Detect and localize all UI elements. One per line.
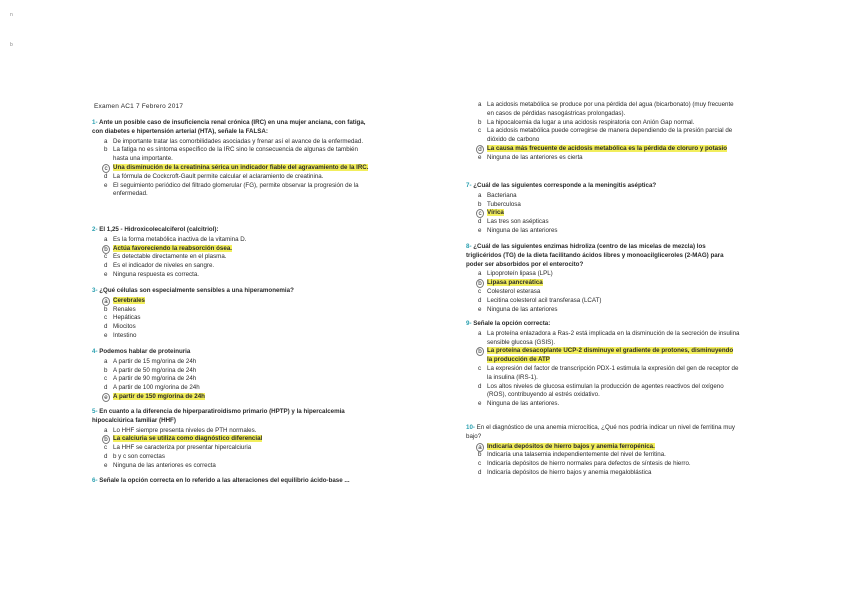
answer-option bbox=[104, 367, 374, 376]
answer-options bbox=[92, 427, 374, 471]
option-letter: b bbox=[478, 200, 482, 208]
option-text: Ninguna de las anteriores. bbox=[487, 400, 560, 408]
option-text: Las tres son asépticas bbox=[487, 218, 549, 226]
option-letter: a bbox=[104, 426, 108, 434]
question-text: ¿Cuál de las siguientes corresponde a la meningitis aséptica? bbox=[471, 182, 657, 189]
option-letter: d bbox=[478, 218, 482, 226]
option-letter: b bbox=[478, 451, 482, 459]
option-letter: c bbox=[104, 375, 108, 383]
option-text: La proteína enlazadora a Ras-2 está implicada en la disminución de la secreción de insulina sensible glucosa (GSIS). bbox=[487, 329, 740, 346]
option-text: A partir de 100 mg/orina de 24h bbox=[113, 384, 200, 392]
question-text: El 1,25 - Hidroxicolecalciferol (calcitriol): bbox=[97, 226, 219, 233]
answer-option bbox=[104, 384, 374, 393]
option-text: La acidosis metabólica se produce por una pérdida del agua (bicarbonato) (muy frecuente en casos de pérdidas nasogástricas prolongadas). bbox=[487, 101, 734, 117]
answer-option bbox=[478, 288, 740, 297]
option-letter: c bbox=[104, 253, 108, 261]
answer-option bbox=[104, 236, 374, 245]
option-text: La hipocalcemia da lugar a una acidosis respiratoria con Anión Gap normal. bbox=[487, 118, 695, 126]
option-letter: d bbox=[476, 145, 484, 154]
option-text: Ninguna de las anteriores es correcta bbox=[113, 461, 216, 469]
option-letter: c bbox=[104, 444, 108, 452]
answer-option bbox=[104, 375, 374, 384]
answer-option bbox=[104, 164, 374, 173]
option-letter: c bbox=[102, 164, 110, 173]
question-text: ¿Qué células son especialmente sensibles a una hiperamonemia? bbox=[97, 287, 294, 294]
answer-option bbox=[104, 314, 374, 323]
option-letter: c bbox=[478, 460, 482, 468]
answer-option bbox=[478, 127, 740, 145]
option-letter: b bbox=[104, 366, 108, 374]
option-letter: c bbox=[476, 209, 484, 218]
left-question-4 bbox=[92, 348, 374, 402]
option-letter: b bbox=[104, 146, 108, 154]
answer-option bbox=[478, 330, 740, 348]
question-number: 6- bbox=[92, 477, 98, 484]
left-question-2 bbox=[92, 226, 374, 280]
question-number: 5- bbox=[92, 408, 98, 415]
option-text: Indicaría depósitos de hierro bajos y anemia ferropénica. bbox=[487, 442, 655, 450]
option-letter: b bbox=[102, 245, 110, 254]
answer-options bbox=[92, 138, 374, 200]
option-text: A partir de 15 mg/orina de 24h bbox=[113, 357, 197, 365]
option-text: Ninguna de las anteriores bbox=[487, 305, 558, 313]
answer-option bbox=[104, 245, 374, 254]
option-letter: d bbox=[104, 384, 108, 392]
option-letter: d bbox=[104, 262, 108, 270]
option-text: Ninguna respuesta es correcta. bbox=[113, 270, 199, 278]
margin-mark-top: n bbox=[10, 12, 13, 18]
question-text: Señale la opción correcta en lo referido a las alteraciones del equilibrio ácido-base ... bbox=[97, 477, 350, 484]
question-stem bbox=[92, 408, 374, 426]
answer-option bbox=[478, 119, 740, 128]
answer-option bbox=[104, 358, 374, 367]
right-question-3 bbox=[466, 243, 740, 314]
answer-option bbox=[104, 332, 374, 341]
option-text: La acidosis metabólica puede corregirse de manera dependiendo de la presión parcial de dióxido de carbono bbox=[487, 127, 733, 144]
question-stem bbox=[466, 182, 740, 191]
answer-options bbox=[466, 101, 740, 163]
right-question-2 bbox=[466, 182, 740, 236]
option-letter: d bbox=[478, 382, 482, 390]
left-question-6 bbox=[92, 477, 374, 486]
answer-option bbox=[478, 218, 740, 227]
option-letter: a bbox=[102, 297, 110, 306]
option-text: La fatiga no es síntoma específico de la IRC sino le consecuencia de algunas de también hasta una importante. bbox=[113, 146, 358, 163]
option-text: A partir de 90 mg/orina de 24h bbox=[113, 375, 197, 383]
question-text: En cuanto a la diferencia de hiperparatiroidismo primario (HPTP) y la hipercalcemia hipocalciúrica familiar (HHF) bbox=[92, 408, 345, 424]
option-text: b y c son correctas bbox=[113, 452, 165, 460]
option-letter: e bbox=[104, 331, 108, 339]
answer-option bbox=[478, 101, 740, 119]
question-stem bbox=[92, 348, 374, 357]
option-text: Actúa favoreciendo la reabsorción ósea. bbox=[113, 244, 232, 252]
question-stem bbox=[466, 424, 740, 442]
right-question-1 bbox=[466, 100, 740, 163]
option-text: Lipasa pancreática bbox=[487, 279, 543, 287]
option-text: Intestino bbox=[113, 331, 137, 339]
answer-options bbox=[92, 236, 374, 280]
option-text: Bacteriana bbox=[487, 191, 517, 199]
option-letter: d bbox=[104, 172, 108, 180]
question-number: 4- bbox=[92, 348, 98, 355]
answer-option bbox=[478, 365, 740, 383]
option-letter: d bbox=[104, 323, 108, 331]
option-letter: c bbox=[478, 127, 482, 135]
answer-option bbox=[104, 271, 374, 280]
question-stem bbox=[92, 119, 374, 137]
answer-option bbox=[478, 192, 740, 201]
answer-options bbox=[466, 270, 740, 314]
question-stem bbox=[92, 287, 374, 296]
option-letter: e bbox=[104, 181, 108, 189]
option-letter: b bbox=[102, 435, 110, 444]
answer-option bbox=[478, 347, 740, 365]
option-text: La causa más frecuente de acidosis metabólica es la pérdida de cloruro y potasio bbox=[487, 144, 728, 152]
answer-option bbox=[478, 154, 740, 163]
option-text: Renales bbox=[113, 305, 136, 313]
answer-options bbox=[466, 192, 740, 236]
option-text: El seguimiento periódico del filtrado glomerular (FG), permite observar la progresión de la enfermedad. bbox=[113, 181, 359, 198]
option-text: Ninguna de las anteriores bbox=[487, 226, 558, 234]
left-question-3 bbox=[92, 287, 374, 341]
option-letter: d bbox=[478, 468, 482, 476]
answer-option bbox=[478, 383, 740, 401]
option-text: De importante tratar las comorbilidades asociadas y frenar así el avance de la enfermedad. bbox=[113, 137, 364, 145]
option-text: La proteína desacoplante UCP-2 disminuye el gradiente de protones, disminuyendo la producción de ATP bbox=[487, 347, 734, 364]
answer-option bbox=[478, 201, 740, 210]
answer-option bbox=[478, 270, 740, 279]
option-text: Lecitina colesterol acil transferasa (LCAT) bbox=[487, 296, 602, 304]
right-question-4 bbox=[466, 320, 740, 409]
answer-option bbox=[104, 262, 374, 271]
option-letter: c bbox=[478, 287, 482, 295]
option-letter: b bbox=[478, 118, 482, 126]
answer-option bbox=[478, 279, 740, 288]
answer-option bbox=[104, 427, 374, 436]
answer-option bbox=[104, 323, 374, 332]
option-text: Cerebrales bbox=[113, 296, 145, 304]
option-letter: a bbox=[478, 191, 482, 199]
option-letter: e bbox=[478, 400, 482, 408]
question-number: 1- bbox=[92, 119, 98, 126]
exam-title: Examen AC1 7 Febrero 2017 bbox=[94, 103, 184, 110]
option-text: Lo HHF siempre presenta niveles de PTH normales. bbox=[113, 426, 257, 434]
option-text: Una disminución de la creatinina sérica un indicador fiable del agravamiento de la IRC. bbox=[113, 163, 369, 171]
answer-options bbox=[92, 297, 374, 341]
option-text: Indicaría una talasemia independientemente del nivel de ferritina. bbox=[487, 451, 666, 459]
answer-option bbox=[104, 444, 374, 453]
option-text: Colesterol esterasa bbox=[487, 287, 541, 295]
option-letter: b bbox=[104, 305, 108, 313]
option-letter: a bbox=[478, 329, 482, 337]
option-letter: e bbox=[104, 461, 108, 469]
left-question-1 bbox=[92, 119, 374, 199]
option-text: La fórmula de Cockcroft-Gault permite calcular el aclaramiento de creatinina. bbox=[113, 172, 324, 180]
answer-option bbox=[478, 297, 740, 306]
option-letter: a bbox=[478, 101, 482, 108]
question-stem bbox=[92, 226, 374, 235]
answer-option bbox=[104, 173, 374, 182]
answer-option bbox=[104, 306, 374, 315]
option-letter: c bbox=[478, 364, 482, 372]
question-number: 2- bbox=[92, 226, 98, 233]
option-letter: a bbox=[104, 357, 108, 365]
option-text: Tuberculosa bbox=[487, 200, 521, 208]
option-letter: b bbox=[476, 279, 484, 288]
option-text: Hepáticas bbox=[113, 314, 141, 322]
question-stem bbox=[92, 477, 374, 486]
margin-mark-bottom: b bbox=[10, 42, 13, 48]
answer-options bbox=[466, 443, 740, 478]
option-letter: a bbox=[104, 235, 108, 243]
option-letter: e bbox=[478, 226, 482, 234]
option-letter: a bbox=[476, 443, 484, 452]
answer-option bbox=[478, 443, 740, 452]
answer-option bbox=[104, 435, 374, 444]
left-question-5 bbox=[92, 408, 374, 471]
question-number: 7- bbox=[466, 182, 472, 189]
option-text: Es la forma metabólica inactiva de la vitamina D. bbox=[113, 235, 247, 243]
question-text: En el diagnóstico de una anemia microcítica, ¿Qué nos podría indicar un nivel de ferritina muy bajo? bbox=[466, 424, 735, 440]
option-letter: e bbox=[102, 393, 110, 402]
option-text: La HHF se caracteriza por presentar hipercalciuria bbox=[113, 444, 252, 452]
answer-options bbox=[92, 358, 374, 402]
option-letter: a bbox=[104, 137, 108, 145]
option-text: Miocitos bbox=[113, 323, 136, 331]
answer-option bbox=[104, 253, 374, 262]
answer-option bbox=[478, 227, 740, 236]
option-letter: e bbox=[478, 153, 482, 161]
answer-option bbox=[104, 393, 374, 402]
answer-option bbox=[104, 297, 374, 306]
option-letter: c bbox=[104, 314, 108, 322]
question-number: 9- bbox=[466, 320, 472, 327]
answer-option bbox=[478, 209, 740, 218]
option-letter: a bbox=[478, 270, 482, 278]
option-text: Vírica bbox=[487, 209, 504, 217]
option-text: Indicaría depósitos de hierro bajos y anemia megaloblástica bbox=[487, 468, 652, 476]
option-letter: d bbox=[104, 452, 108, 460]
answer-option bbox=[478, 400, 740, 409]
option-text: Es detectable directamente en el plasma. bbox=[113, 253, 227, 261]
option-text: La calciuria se utiliza como diagnóstico diferencial bbox=[113, 435, 263, 443]
answer-options bbox=[466, 330, 740, 409]
option-letter: b bbox=[476, 347, 484, 356]
option-letter: d bbox=[478, 296, 482, 304]
option-letter: e bbox=[478, 305, 482, 313]
question-text: Ante un posible caso de insuficiencia renal crónica (IRC) en una mujer anciana, con fatiga, con diabetes e hipertensión arterial (HTA), señale la FALSA: bbox=[92, 119, 366, 135]
question-stem bbox=[466, 243, 740, 269]
option-text: Indicaría depósitos de hierro normales para defectos de síntesis de hierro. bbox=[487, 460, 691, 468]
question-text: Podemos hablar de proteinuria bbox=[97, 348, 191, 355]
question-text: Señale la opción correcta: bbox=[471, 320, 551, 327]
question-text: ¿Cuál de las siguientes enzimas hidroliza (centro de las micelas de mezcla) los triglicéridos (TG) de la dieta facilitando ácidos libres y monoacilgliceroles (2-MAG) para poder ser absorbidos por el enterocito? bbox=[466, 243, 724, 268]
answer-option bbox=[104, 453, 374, 462]
option-text: Lipoproteín lipasa (LPL) bbox=[487, 270, 553, 278]
answer-option bbox=[478, 451, 740, 460]
answer-option bbox=[478, 306, 740, 315]
option-text: La expresión del factor de transcripción PDX-1 estimula la expresión del gen de receptor de la insulina (IRS-1). bbox=[487, 364, 739, 381]
right-question-5 bbox=[466, 424, 740, 478]
answer-option bbox=[104, 182, 374, 200]
question-number: 8- bbox=[466, 243, 472, 250]
answer-option bbox=[104, 462, 374, 471]
answer-option bbox=[104, 146, 374, 164]
question-number: 10- bbox=[466, 424, 475, 431]
option-text: Es el indicador de niveles en sangre. bbox=[113, 262, 215, 270]
answer-option bbox=[478, 145, 740, 154]
option-text: Ninguna de las anteriores es cierta bbox=[487, 153, 583, 161]
answer-option bbox=[104, 138, 374, 147]
question-stem bbox=[466, 320, 740, 329]
option-text: A partir de 50 mg/orina de 24h bbox=[113, 366, 197, 374]
option-letter: e bbox=[104, 270, 108, 278]
option-text: Los altos niveles de glucosa estimulan la producción de agentes reactivos del oxígeno (ROS), contribuyendo al estrés oxidativo. bbox=[487, 382, 724, 399]
question-number: 3- bbox=[92, 287, 98, 294]
answer-option bbox=[478, 460, 740, 469]
answer-option bbox=[478, 469, 740, 478]
option-text: A partir de 150 mg/orina de 24h bbox=[113, 392, 205, 400]
